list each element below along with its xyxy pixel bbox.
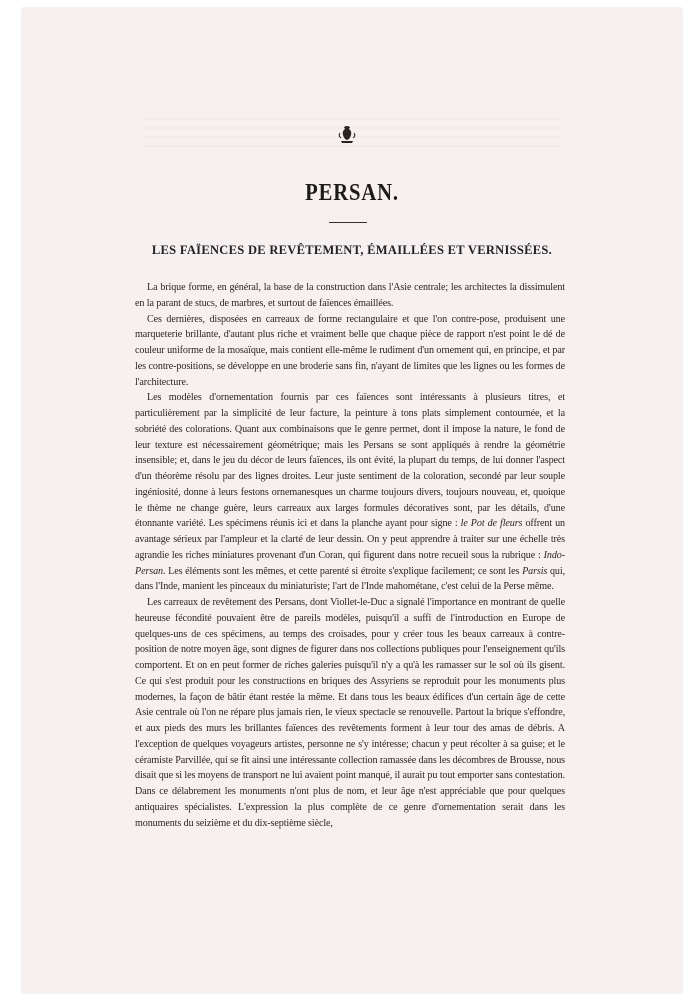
- page-sheet: [22, 8, 682, 993]
- italic-term: Indo-Persan: [135, 549, 565, 577]
- italic-term: le Pot de fleurs: [460, 518, 523, 530]
- body-text: [135, 280, 565, 831]
- italic-term: Parsis: [522, 565, 548, 577]
- paragraph-text: Ces dernières, disposées en carreaux de forme rectangulaire et que l'on contre-pose, produisent une marqueterie brillante, d'autant plus riche et vraiment belle que chaque pièce de rapport n'est point le dé de couleur uniforme de la mosaïque, mais contient elle-même le rudiment d'un ornement qui, en principe, et par les contre-positions, se développe en une broderie sans fin, n'ayant de limites que les lignes ou les formes de l'architecture.: [135, 313, 565, 388]
- page-subtitle: LES FAÏENCES DE REVÊTEMENT, ÉMAILLÉES ET VERNISSÉES.: [151, 243, 553, 257]
- paragraph-text: offrent un avantage sérieux par l'ampleur et la clarté de leur dessin. On y peut apprendre à traiter sur une échelle très agrandie les riches miniatures provenant d'un Coran, qui figurent dans notre recueil sous la rubrique :: [135, 518, 565, 561]
- paragraph: [135, 312, 565, 391]
- paragraph-text: Les carreaux de revêtement des Persans, dont Viollet-le-Duc a signalé l'importance en montrant de quelle heureuse fécondité pouvaient être de pareils modèles, puisqu'il a suffi de l'introduction en Europe de quelques-uns de ces spécimens, au temps des croisades, pour y créer tous les beaux carreaux à contre-position de notre moyen âge, sont dignes de figurer dans nos collections publiques pour l'enseignement qu'ils comportent. Et on en peut former de riches galeries puisqu'il n'y a qu'à les ramasser sur le sol où ils gisent. Ce qui s'est produit pour les constructions en briques des Assyriens se reproduit pour les monuments plus modernes, la façon de bâtir étant restée la même. Et dans tous les beaux édifices d'un certain âge de cette Asie centrale où l'on ne répare plus jamais rien, le vieux spectacle se renouvelle. Partout la brique s'effondre, et aux pieds des murs les brillantes faïences des revêtements forment à leur tour des amas de débris. A l'exception de quelques voyageurs artistes, personne ne s'y intéresse; chacun y peut récolter à sa guise; et le céramiste Parvillée, qui se fit ainsi une intéressante collection ramassée dans les décombres de Brousse, nous disait que si les moyens de transport ne lui avaient point manqué, il aurait pu tout emporter sans contestation. Dans ce délabrement les monuments n'ont plus de nom, et leur âge n'est appréciable que pour quelques antiquaires spécialistes. L'expression la plus complète de ce genre d'ornementation serait dans les monuments du seizième et du dix-septième siècle,: [135, 597, 565, 829]
- paragraph-text: La brique forme, en général, la base de la construction dans l'Asie centrale; les architectes la dissimulent en la parant de stucs, de marbres, et surtout de faïences émaillées.: [135, 282, 565, 309]
- page-title: PERSAN.: [305, 180, 399, 206]
- paragraph: [135, 595, 565, 831]
- vase-ornament-icon: [337, 125, 357, 145]
- title-divider: [329, 222, 367, 223]
- paragraph-text: Les modèles d'ornementation fournis par ces faïences sont intéressants à plusieurs titres, et particulièrement par la simplicité de leur facture, la peinture à tons plats simplement contournée, et la sobriété des colorations. Quant aux combinaisons que le genre permet, dont il impose la nature, le fond de leur texture est nécessairement géométrique; mais les Persans se sont appliqués à rendre la géométrie insensible; et, dans le jeu du décor de leurs faïences, ils ont évité, la plupart du temps, de lui donner l'aspect d'un théorème résolu par des lignes droites. Leur juste sentiment de la coloration, secondé par leur souple ingéniosité, donne à leurs festons ornemanesques un charme toujours divers, toujours nouveau, et, quoique le thème ne change guère, leurs carreaux aux larges formules décoratives sont, par les détails, d'une étonnante variété. Les spécimens réunis ici et dans la planche ayant pour signe :: [135, 392, 565, 530]
- paragraph: [135, 280, 565, 312]
- paragraph-text: qui, dans l'Inde, manient les pinceaux du miniaturiste; l'art de l'Inde mahométane, c'est celui de la Perse même.: [135, 565, 565, 593]
- paragraph-text: . Les éléments sont les mêmes, et cette parenté si étroite s'explique facilement; ce sont les: [163, 565, 523, 577]
- paragraph: [135, 390, 565, 595]
